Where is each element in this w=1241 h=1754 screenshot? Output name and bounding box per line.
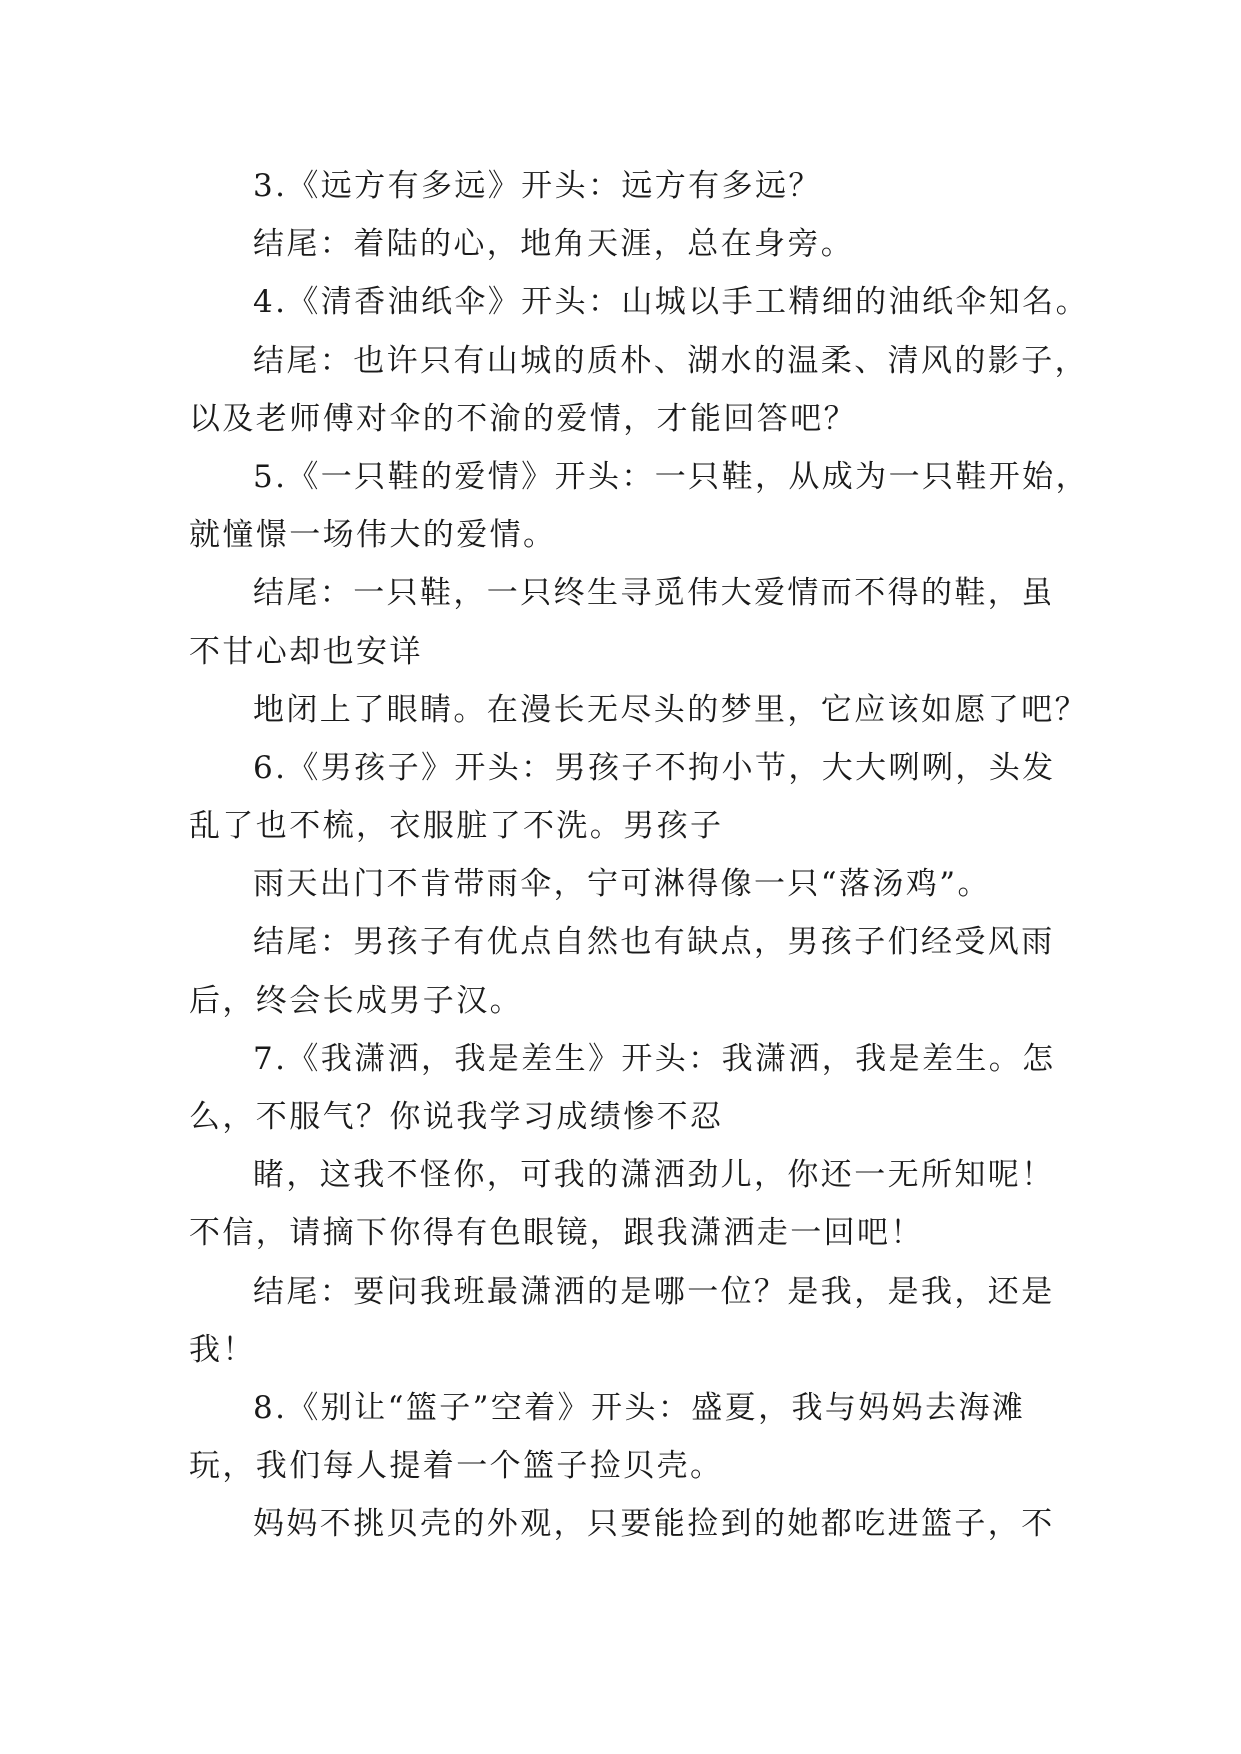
text-line: 就憧憬一场伟大的爱情。 — [189, 517, 557, 554]
text-line: 后，终会长成男子汉。 — [189, 982, 523, 1019]
text-line: 以及老师傅对伞的不渝的爱情，才能回答吧？ — [189, 400, 857, 437]
text-line: 结尾：也许只有山城的质朴、湖水的温柔、清风的影子， — [253, 342, 1088, 379]
text-line: 结尾：男孩子有优点自然也有缺点，男孩子们经受风雨 — [253, 924, 1055, 961]
text-line: 地闭上了眼睛。在漫长无尽头的梦里，它应该如愿了吧？ — [253, 691, 1088, 728]
text-line: 5.《一只鞋的爱情》开头：一只鞋，从成为一只鞋开始， — [253, 458, 1089, 495]
text-line: 我！ — [189, 1331, 256, 1368]
text-line: 结尾：一只鞋，一只终生寻觅伟大爱情而不得的鞋，虽 — [253, 575, 1055, 612]
text-line: 4.《清香油纸伞》开头：山城以手工精细的油纸伞知名。 — [253, 284, 1089, 321]
text-line: 6.《男孩子》开头：男孩子不拘小节，大大咧咧，头发 — [253, 749, 1056, 786]
text-line: 么，不服气？你说我学习成绩惨不忍 — [189, 1099, 724, 1135]
text-line: 睹，这我不怪你，可我的潇洒劲儿，你还一无所知呢！ — [253, 1157, 1055, 1194]
document-body — [189, 157, 1089, 1554]
text-line: 雨天出门不肯带雨伞，宁可淋得像一只“落汤鸡”。 — [253, 866, 991, 903]
text-line: 结尾：要问我班最潇洒的是哪一位？是我，是我，还是 — [253, 1273, 1055, 1310]
text-line: 结尾：着陆的心，地角天涯，总在身旁。 — [253, 226, 855, 263]
text-line: 3.《远方有多远》开头：远方有多远？ — [253, 168, 822, 204]
text-line: 乱了也不梳，衣服脏了不洗。男孩子 — [189, 808, 724, 845]
text-line: 7.《我潇洒，我是差生》开头：我潇洒，我是差生。怎 — [253, 1040, 1056, 1077]
text-line: 玩，我们每人提着一个篮子捡贝壳。 — [189, 1448, 724, 1485]
text-line: 妈妈不挑贝壳的外观，只要能捡到的她都吃进篮子，不 — [253, 1506, 1055, 1543]
text-line: 不甘心却也安详 — [189, 633, 423, 670]
text-line: 8.《别让“篮子”空着》开头：盛夏，我与妈妈去海滩 — [253, 1389, 1026, 1426]
text-line: 不信，请摘下你得有色眼镜，跟我潇洒走一回吧！ — [189, 1215, 924, 1252]
